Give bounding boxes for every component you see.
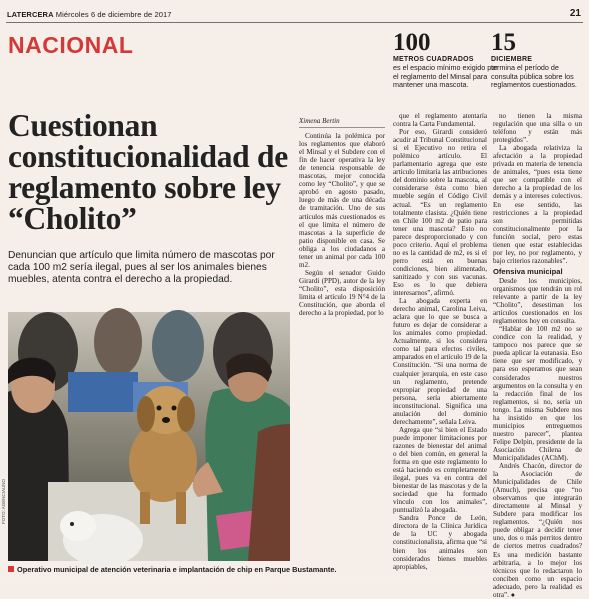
deck: Denuncian que artículo que limita número de mascotas por cada 100 m2 sería ilegal, pues al ser los animales bienes muebles, atenta contra el derecho a la propiedad. xyxy=(8,250,275,286)
page-number: 21 xyxy=(569,8,581,19)
fact-number: 15 xyxy=(491,29,516,56)
paragraph: no tienen la misma regulación que una silla o un teléfono y están más protegidos”. xyxy=(493,112,582,145)
subheading: Ofensiva municipal xyxy=(493,266,563,276)
fact-caption: DICIEMBRE xyxy=(491,56,533,63)
fact-text: termina el período de consulta pública sobre los reglamentos cuestionados. xyxy=(491,63,577,90)
section-label: NACIONAL xyxy=(8,32,134,58)
article-column-3 xyxy=(493,112,582,599)
paragraph: La abogada relativiza la afectación a la propiedad privada en materia de tenencia de animales, “pues esta tiene que ser compatible con el derecho a la propiedad de los demás y a intereses colectivos. En ese sentido, las restricciones a la propiedad son permitidas constitucionalmente por la función social, pero estas tienen que estar establecidas por ley, no por reglamento, y bajo criterios razonables”. xyxy=(493,144,582,265)
paragraph: Sandra Ponce de León, directora de la Clínica Jurídica de la UC y abogada constitucionalista, afirma que “si bien los animales son considerados bienes muebles apropiables, xyxy=(393,514,487,571)
photo-illustration xyxy=(8,312,290,561)
article-column-2 xyxy=(393,112,487,572)
paragraph: que el reglamento atentaría contra la Carta Fundamental. xyxy=(393,112,487,129)
fact-text: es el espacio mínimo exigido por el reglamento del Minsal para mantener una mascota. xyxy=(393,63,498,90)
paragraph: Desde los municipios, organismos que tendrán un rol relevante a partir de la ley “Cholito”, desestiman los artículos cuestionados en los reglamentos hoy en consulta. xyxy=(493,276,582,326)
paragraph: Por eso, Girardi consideró acudir al Tribunal Constitucional si el Ejecutivo no retira el polémico artículo. El parlamentario agrega que este artículo limitaría las atribuciones del dominio sobre la mascota, al considerarse ésta como bien mueble según el Código Civil actual. “Es un reglamento totalmente clasista. ¿Quién tiene en Chile 100 m2 de patio para tener una mascota? Esto no parece desproporcionado y con poco criterio. Aquí el problema no es la cantidad de m2, es si el perro está en buenas condiciones, bien alimentado, sanitizado y con sus vacunas. Eso es lo que debiera interesarnos”, afirmó. xyxy=(393,128,487,298)
article-column-1 xyxy=(299,117,385,337)
paragraph: Agrega que “si bien el Estado puede imponer limitaciones por razones de bienestar del animal o del bien común, en general la forma en que este reglamento lo está haciendo es completamente ilegal, pues va en contra del bienestar de las mascotas y de la sociedad que ha formado vínculo con los animales”, puntualizó la abogada. xyxy=(393,425,487,515)
news-photo xyxy=(8,312,290,561)
paragraph: La abogada experta en derecho animal, Carolina Leiva, aclara que lo que se busca a futuro es dejar de considerar a los animales como propiedad. Actualmente, si los considera como tal para efectos civiles, amparados en el artículo 19 de la Constitución. “Si una norma de cualquier jerarquía, en este caso un reglamento, pretende expropiar propiedad de una persona, sería abiertamente inconstitucional. Significa una anulación del dominio derechamente”, señala Leiva. xyxy=(393,297,487,426)
fact-box-area xyxy=(393,30,501,90)
photo-caption xyxy=(8,565,337,574)
fact-number: 100 xyxy=(393,29,431,56)
caption-text: Operativo municipal de atención veterinaria e implantación de chip en Parque Bustamante. xyxy=(17,565,337,574)
issue-date: Miércoles 6 de diciembre de 2017 xyxy=(55,10,172,19)
caption-marker xyxy=(8,566,14,572)
page-header xyxy=(7,10,172,19)
fact-box-date xyxy=(491,30,583,90)
paper-name: LATERCERA xyxy=(7,10,54,19)
paragraph: Continúa la polémica por los reglamentos que elaboró el Minsal y el Subdere con el fin de hacer operativa la ley de tenencia responsable de mascotas, mejor conocida como ley “Cholito”, y que se aprobó en agosto pasado, luego de más de una década de tramitación. Uno de sus artículos más cuestionados es el que limita el número de mascotas a la superficie de patio disponible en casa. Se obliga a los ciudadanos a tener un animal por cada 100 m2. xyxy=(299,132,385,269)
paragraph: Según el senador Guido Girardi (PPD), autor de la ley “Cholito”, esta disposición limita el artículo 19 N°4 de la Constitución, que aborda el derecho a la propiedad, por lo xyxy=(299,268,385,318)
fact-caption: METROS CUADRADOS xyxy=(393,56,474,63)
photo-credit: FOTO: AGENCIAUNO xyxy=(1,479,6,524)
paragraph: Andrés Chacón, director de la Asociación de Municipalidades de Chile (Amuch), precisa que “no observamos que integrarán directamente al Minsal y Subdere para modificar los reglamentos. “¿Quién nos puede obligar a decidir tener uno, dos o más perritos dentro de ciertos metros cuadrados? Es una medición bastante arbitraria, a lo mejor los técnicos que lo redactaron lo conciben como un espacio adecuado, pero la realidad es otra”. ● xyxy=(493,462,582,599)
byline: Ximena Bertin xyxy=(299,117,385,128)
headline: Cuestionan constitucionalidad de reglamento sobre ley “Cholito” xyxy=(8,108,288,236)
header-rule xyxy=(6,22,583,23)
paragraph: “Hablar de 100 m2 no se condice con la realidad, y tampoco nos parece que se pueda aplicar la eutanasia. Eso tiene que ser modificado, y para eso esperamos que sean considerados nuestros argumentos en la consulta y en la redacción final de los reglamentos, si no, sería un tongo. La misma Subdere nos ha insistido en que los municipios entreguemos nuestro parecer”, plantea Felipe Delpin, presidente de la Asociación Chilena de Municipalidades (AChM). xyxy=(493,325,582,462)
